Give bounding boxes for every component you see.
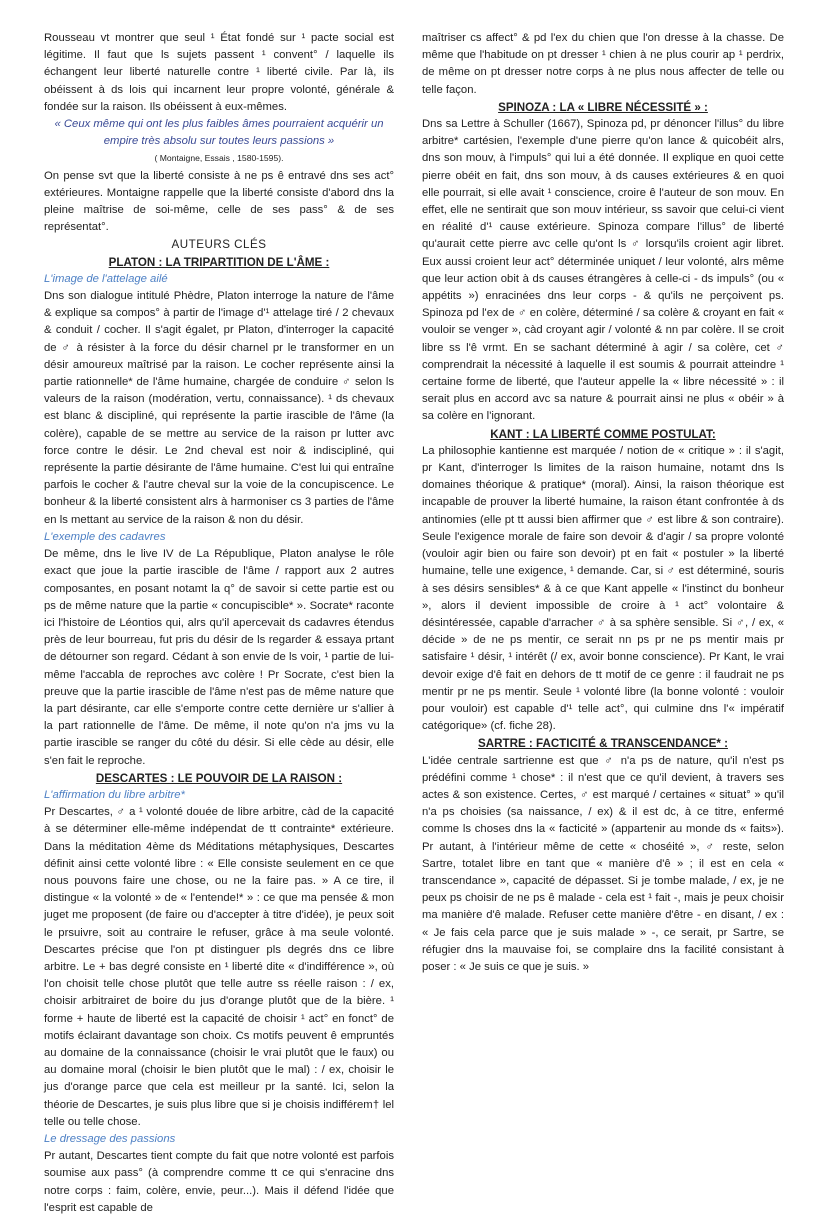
spinoza-heading: SPINOZA : LA « LIBRE NÉCESSITÉ » : bbox=[498, 100, 708, 114]
authors-section-title: AUTEURS CLÉS bbox=[171, 238, 267, 252]
sartre-heading: SARTRE : FACTICITÉ & TRANSCENDANCE* : bbox=[478, 737, 728, 751]
document-page bbox=[44, 30, 784, 1214]
descartes-subheading-1: L'affirmation du libre arbitre* bbox=[44, 788, 185, 801]
platon-heading: PLATON : LA TRIPARTITION DE L'ÂME : bbox=[108, 255, 330, 269]
kant-heading: KANT : LA LIBERTÉ COMME POSTULAT: bbox=[490, 427, 716, 441]
descartes-paragraph-2: Pr autant, Descartes tient compte du fait que notre volonté est parfois soumise aux pass° (à comprendre comme tt ce qui s'enracine dns notre corps : faim, colère, envie, peur...). Mais il défend l'idée que l'esprit est capable de bbox=[44, 1150, 394, 1214]
left-column bbox=[44, 30, 394, 1217]
spinoza-paragraph: Dns sa Lettre à Schuller (1667), Spinoza pd, pr dénoncer l'illus° du libre arbitre* cartésien, l'exemple d'une pierre qu'on lance & quicobéit alrs, dns son mouv, à l'impuls° qui lui a été donnée. Il explique en quoi cette pierre obéit en fait, dns son mouv, à ds causes extérieures & en quoi elle pourrait, si elle avait ¹ conscience, croire ê l'auteur de son mouv. En effet, elle ne sentirait que son mouv intérieur, ss savoir que celui-ci vient en réalité d'¹ cause extérieure. Spinoza compare l'illus° de liberté qu'aurait cette pierre avc celle qu'ont ls ♂ lorsqu'ils croient agir libret. Eux aussi croient leur act° déterminée uniquet / leur volonté, alrs même que leur action obit à ds causes étrangères à celle-ci - ds impuls° (ou « appétits ») enracinées dns leur corps - & qu'ils ne perçoivent ps. Spinoza pd l'ex de ♂ en colère, déterminé / sa colère & croyant en fait « vouloir se venger », càd croyant agir / volonté & nn par colère. Il se croit libre ss l'ê vrmt. En se sachant déterminé à agir / sa colère, cet ♂ comprendrait la nécessité à laquelle il est soumis & pourrait atteindre ¹ certaine forme de liberté, que l'auteur appelle la « libre nécessité » : il serait plus en accord avc sa nature & pourrait ainsi ne plus « obéir » à sa colère en l'ignorant. bbox=[422, 118, 784, 423]
montaigne-quote: « Ceux même qui ont les plus faibles âmes pourraient acquérir un empire très absolu sur toutes leurs passions » bbox=[54, 118, 384, 148]
descartes-continuation: maîtriser cs affect° & pd l'ex du chien que l'on dresse à la chasse. De même que l'habitude on pt dresser ¹ chien à ne plus courir ap ¹ perdrix, de même on pt dresser notre corps à ne plus nous affecter de telle ou telle façon. bbox=[422, 32, 784, 96]
platon-subheading-2: L'exemple des cadavres bbox=[44, 530, 166, 543]
right-column bbox=[422, 30, 784, 976]
intro-paragraph-2: On pense svt que la liberté consiste à ne ps ê entravé dns ses act° extérieures. Montaigne rappelle que la liberté consiste d'abord dns la pleine maîtrise de soi-même, celle de ses pass° & de ses représentat°. bbox=[44, 169, 394, 234]
sartre-paragraph: L'idée centrale sartrienne est que ♂ n'a ps de nature, qu'il n'est ps prédéfini comme ¹ chose* : il n'est que ce qu'il devient, à travers ses actes & son existence. Certes, ♂ est marqué / certaines « situat° » qu'il n'a ps choisies (sa naissance, / ex) & il est dc, à ce titre, enfermé comme ls choses dns la « facticité » (appartenir au monde ds « faits»). Pr autant, à l'intérieur même de cette « choséité », ♂ reste, selon Sartre, totalet libre en tant que « manière d'ê » ; il est en cela « transcendance », capacité de dépasset. Si je tombe malade, / ex, je ne peux ps choisir de ne ps ê malade - cela est ¹ fait -, mais je peux choisir ma manière d'ê malade. Refuser cette manière d'être - en disant, / ex : « Je fais cela parce que je suis malade » -, ce serait, pr Sartre, se réfugier dns la mauvaise foi, se complaire dns la facilité consistant à poser : « Je suis ce que je suis. » bbox=[422, 754, 784, 973]
platon-subheading-1: L'image de l'attelage ailé bbox=[44, 272, 168, 285]
platon-paragraph-2: De même, dns le live IV de La République, Platon analyse le rôle exact que joue la partie irascible de l'âme / rapport aux 2 autres composantes, en posant notamt la q° de savoir si cette partie est ou ps de même nature que la partie « concupiscible* ». Socrate* raconte ici l'histoire de Léontios qui, alrs qu'il apercevait ds cadavres étendus près de leur bourreau, fut pris du désir de ls regarder & essaya prtant de détourner son regard. Cédant à son envie de ls voir, ¹ partie de lui-même l'accabla de reproches avc colère ! Pr Socrate, c'est bien la preuve que la partie irascible de l'âme n'est pas de même nature que la part désirante, car elle s'emporte contre cette dernière ur s'allier à la part rationnelle de l'âme. De même, il note qu'on n'a jms vu la partie irascible se ranger du côté du désir. Si elle cède au désir, elle s'en fait le reproche. bbox=[44, 548, 394, 767]
descartes-paragraph-1: Pr Descartes, ♂ a ¹ volonté douée de libre arbitre, càd de la capacité à se déterminer elle-même indépendat de tt contrainte* extérieure. Dans la méditation 4ème ds Méditations métaphysiques, Descartes définit ainsi cette volonté libre : « Elle consiste seulement en ce que nous pouvons faire une chose, ou ne la faire pas. » A ce tire, il distingue « la volonté » de « l'entende!* » : ce que ma pensée & mon juget me proposent (de faire ou d'accepter à titre d'idée), je peux soit le prsuivre, soit au contraire le refuser, grâce à ma seule volonté. Descartes précise que l'on pt distinguer pls degrés dns ce libre arbitre. Le + bas degré consiste en ¹ liberté dite « d'indifférence », où l'on choisit telle chose plutôt que telle autre ss réelle raison : / ex, choisir arbitrairet de boire du jus d'orange plutôt que de la bière. ¹ forme + haute de liberté est la capacité de choisir ¹ act° en fonct° de motifs éclairant davantage son choix. Cs motifs peuvent ê empruntés au domaine de la connaissance (choisir le vrai plutôt que le faux) ou au domaine moral (choisir le bien plutôt que le mal) : / ex, choisir le jus d'orange parce que cela est meilleur pr la santé. Ici, selon la théorie de Descartes, je suis plus libre que si je choisis indifférem† lel telle ou telle chose. bbox=[44, 806, 394, 1128]
quote-reference: ( Montaigne, Essais , 1580-1595). bbox=[154, 153, 284, 164]
kant-paragraph: La philosophie kantienne est marquée / notion de « critique » : il s'agit, pr Kant, d'interroger ls limites de la raison humaine, notamt dns ls domaines théorique & pratique* (moral). Ainsi, la raison théorique est incapable de prouver la liberté humaine, la raison étant confrontée à ds antinomies (elle pt tt aussi bien affirmer que ♂ est libre & son contraire). Seule l'exigence morale de faire son devoir & d'agir / sa propre volonté (vouloir agir bien ou faire son devoir) pt en fait « postuler » la liberté humaine, telle une exigence, ¹ demande. Car, si ♂ est déterminé, souris à ses désirs sensibles* & à ce que Kant appelle « l'instinct du bonheur », alors il devient impossible de croire à ¹ act° volontaire & désintéressée, capable d'arracher ♂ à sa sphère sensible. Si ♂, / ex, « décide » de ne ps mentir, ce serait nn ps pr ne ps mentir mais pr satisfaire ¹ désir, ¹ intérêt (/ ex, avoir bonne conscience). Pr Kant, le vrai devoir exige d'ê fait en dehors de tt motif de ce genre : il faudrait ne ps mentir pr ne ps mentir. Seule ¹ volonté libre (la bonne volonté : vouloir pour vouloir) est capable d'¹ telle act°, qui culmine dns l'« impératif catégorique» (cf. fiche 28). bbox=[422, 444, 784, 733]
intro-paragraph-1: Rousseau vt montrer que seul ¹ État fondé sur ¹ pacte social est légitime. Il faut que ls sujets passent ¹ convent° / laquelle ils échangent leur liberté naturelle contre ¹ liberté civile. Par là, ils obéissent à ds lois qui incarnent leur propre volonté, générale & fondée sur la raison. Ils obéissent à eux-mêmes. bbox=[44, 32, 394, 113]
platon-paragraph-1: Dns son dialogue intitulé Phèdre, Platon interroge la nature de l'âme & explique sa compos° à partir de l'image d'¹ attelage tiré / 2 chevaux & conduit / cocher. Il s'agit égalet, pr Platon, d'interroger la capacité de ♂ à résister à la force du désir charnel pr le transformer en un désir amoureux maîtrisé par la raison. Le cocher représente ainsi la partie rationnelle* de l'âme humaine, chargée de conduire ♂ selon ls valeurs de la raison (modération, vertu, connaissance). ¹ ds chevaux est blanc & discipliné, qui représente la partie irascible de l'âme (la colère), capable de se mettre au service de la raison pr lutter avc force contre le désir. Le 2nd cheval est noir & indiscipliné, qui représente la partie désirante de l'âme humaine. C'est lui qui entraîne parfois le cocher & l'autre cheval sur la voie de la concupiscence. Le bonheur & la liberté consistent alrs à harmoniser cs 3 parties de l'âme en ls mettant au service de la raison & non du désir. bbox=[44, 290, 394, 526]
descartes-heading: DESCARTES : LE POUVOIR DE LA RAISON : bbox=[95, 771, 343, 785]
descartes-subheading-2: Le dressage des passions bbox=[44, 1133, 176, 1145]
